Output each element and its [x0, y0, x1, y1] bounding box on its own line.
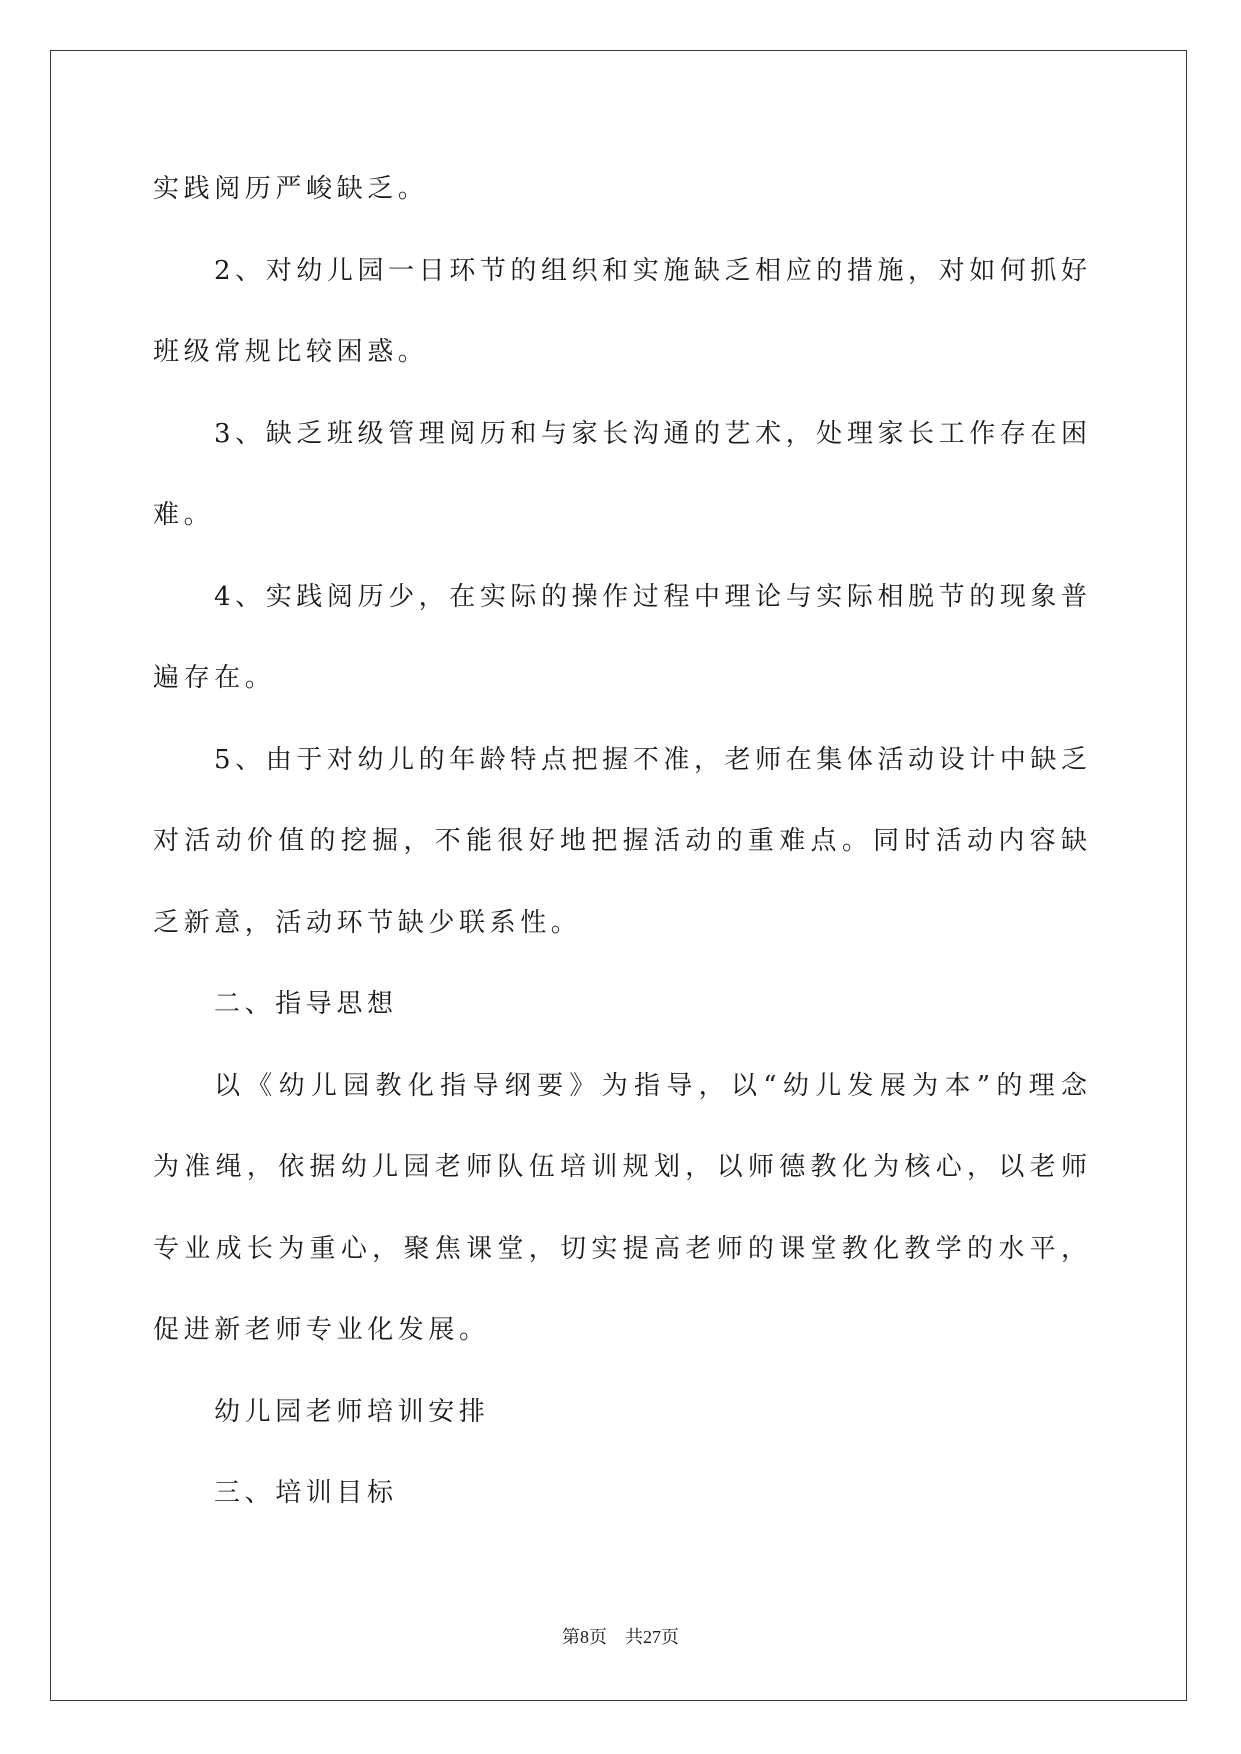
paragraph	[153, 394, 1087, 557]
text-line: 班级常规比较困惑。	[153, 337, 429, 367]
text-line: 促进新老师专业化发展。	[153, 1315, 490, 1345]
text-line: 4、实践阅历少，在实际的操作过程中理论与实际相脱节的现象普	[214, 581, 1087, 612]
text-line: 乏新意，活动环节缺少联系性。	[153, 907, 582, 938]
text-line: 5、由于对幼儿的年龄特点把握不准，老师在集体活动设计中缺乏	[214, 744, 1087, 775]
paragraph	[153, 231, 1087, 394]
document-body	[153, 149, 1087, 1535]
paragraph	[153, 149, 1087, 231]
text-line: 为准绳，依据幼儿园老师队伍培训规划，以师德教化为核心，以老师	[153, 1152, 1087, 1182]
paragraph	[153, 1453, 1087, 1535]
text-line: 幼儿园老师培训安排	[214, 1396, 490, 1427]
paragraph	[153, 557, 1087, 720]
paragraph	[153, 964, 1087, 1046]
paragraph	[153, 1046, 1087, 1372]
text-line: 对活动价值的挖掘，不能很好地把握活动的重难点。同时活动内容缺	[153, 826, 1087, 856]
paragraph	[153, 1372, 1087, 1454]
text-line: 二、指导思想	[214, 989, 398, 1019]
text-line: 3、缺乏班级管理阅历和与家长沟通的艺术，处理家长工作存在困	[214, 418, 1087, 449]
text-line: 三、培训目标	[214, 1478, 398, 1508]
text-line: 以《幼儿园教化指导纲要》为指导，以“幼儿发展为本”的理念	[214, 1070, 1087, 1101]
paragraph	[153, 720, 1087, 965]
text-line: 2、对幼儿园一日环节的组织和实施缺乏相应的措施，对如何抓好	[214, 255, 1087, 286]
page-number-footer: 第8页 共27页	[562, 1627, 679, 1647]
text-line: 遍存在。	[153, 663, 276, 693]
text-line: 难。	[153, 500, 215, 530]
text-line: 实践阅历严峻缺乏。	[153, 174, 429, 204]
text-line: 专业成长为重心，聚焦课堂，切实提高老师的课堂教化教学的水平，	[153, 1233, 1087, 1264]
